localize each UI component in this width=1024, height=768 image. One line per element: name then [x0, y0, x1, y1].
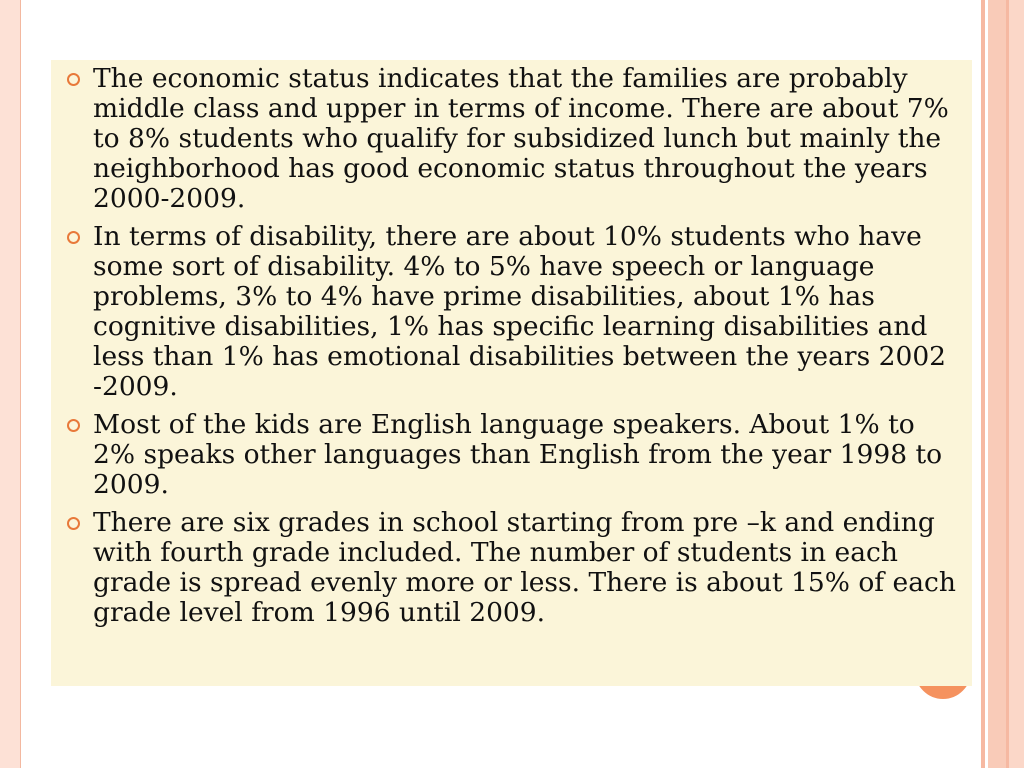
- bullet-text: The economic status indicates that the families are probably middle class and upper in terms of income. There are about 7% to 8% students who qualify for subsidized lunch but mainly the neighborhood has good economic status throughout the years 2000-2009.: [93, 63, 949, 214]
- ring-bullet-icon: [67, 73, 80, 86]
- left-decorative-border: [0, 0, 21, 768]
- bullet-list: [65, 64, 965, 636]
- bullet-item-disability: [65, 222, 965, 402]
- bullet-item-economic-status: [65, 64, 965, 214]
- bullet-item-grades: [65, 508, 965, 628]
- bullet-text: In terms of disability, there are about 10% students who have some sort of disability. 4% to 5% have speech or language problems, 3% to 4% have prime disabilities, about 1% has cognitive disabilities, 1% has specific learning disabilities and less than 1% has emotional disabilities between the years 2002 -2009.: [93, 221, 947, 402]
- ring-bullet-icon: [67, 517, 80, 530]
- bullet-text: Most of the kids are English language speakers. About 1% to 2% speaks other languages than English from the year 1998 to 2009.: [93, 409, 943, 500]
- ring-bullet-icon: [67, 419, 80, 432]
- bullet-item-language: [65, 410, 965, 500]
- slide-content-panel: [51, 60, 972, 686]
- right-decorative-border: [978, 0, 1024, 768]
- bullet-text: There are six grades in school starting from pre –k and ending with fourth grade included. The number of students in each grade is spread evenly more or less. There is about 15% of each grade level from 1996 until 2009.: [93, 507, 956, 628]
- ring-bullet-icon: [67, 231, 80, 244]
